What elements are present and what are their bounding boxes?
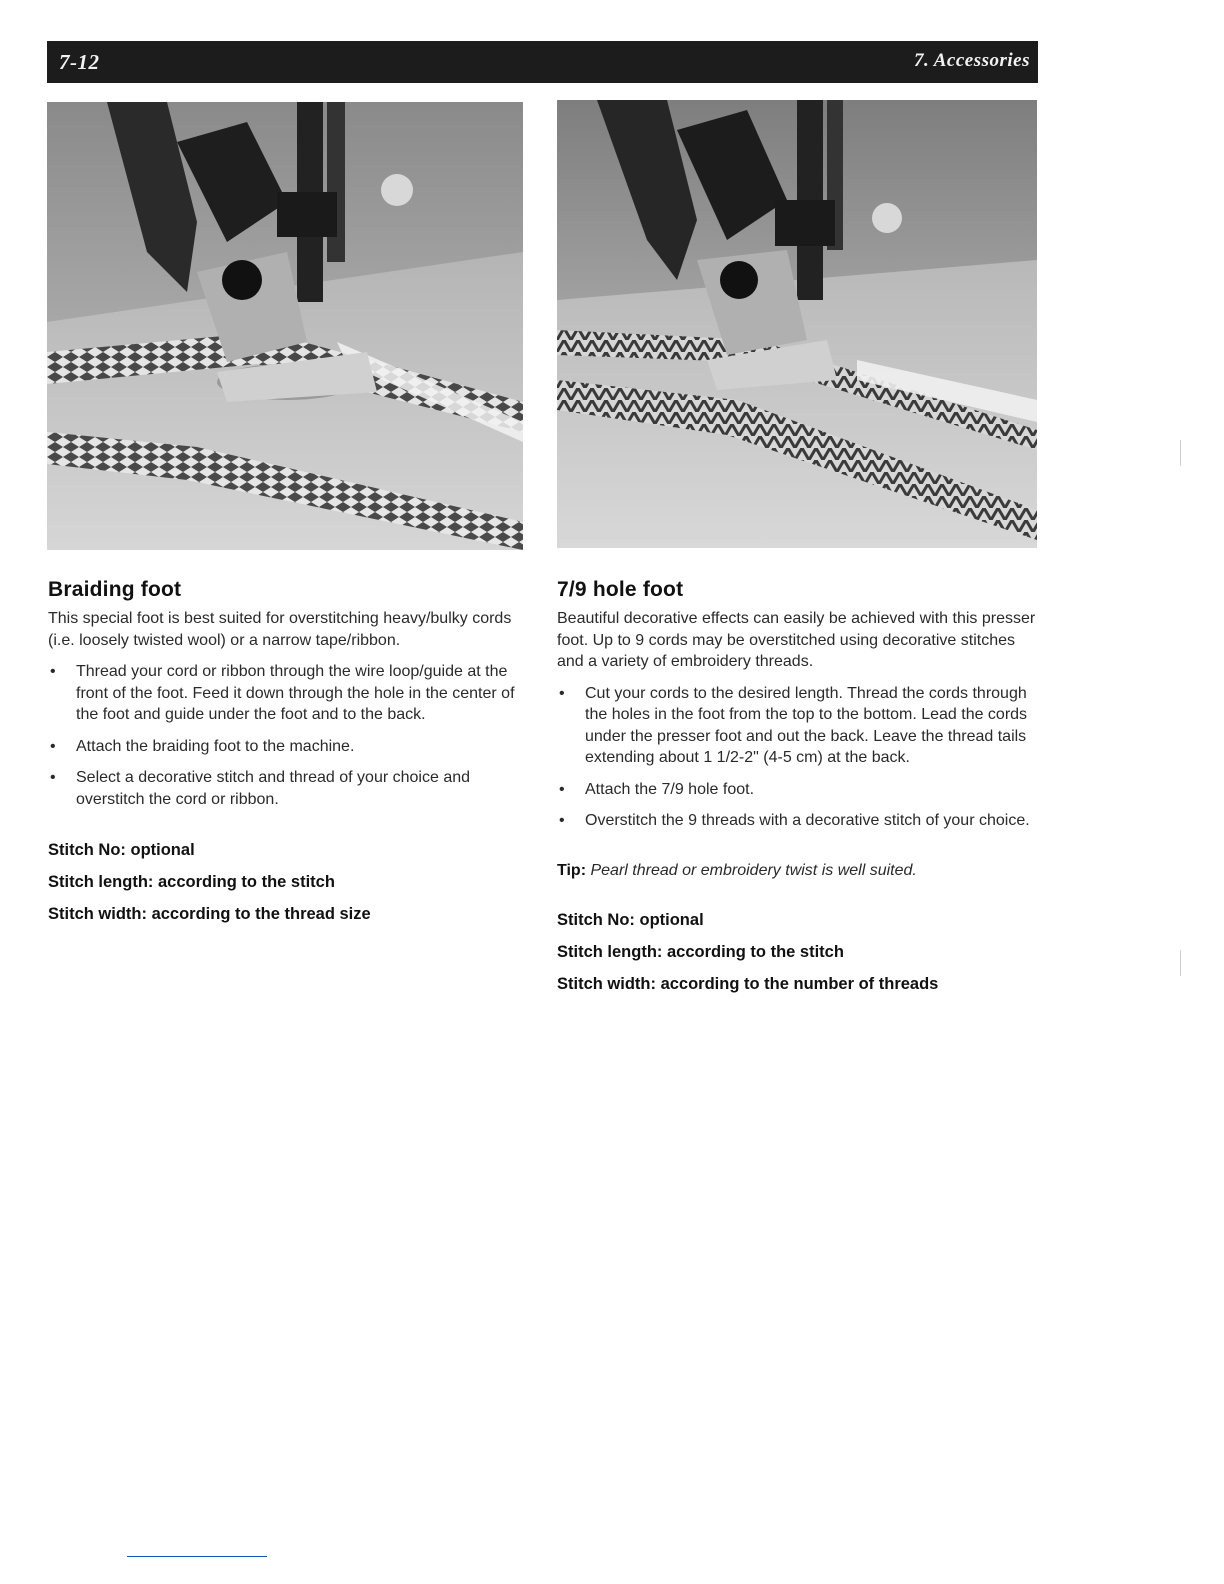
- braiding-foot-steps: [48, 661, 528, 810]
- braiding-foot-intro: This special foot is best suited for overstitching heavy/bulky cords (i.e. loosely twisted wool) or a narrow tape/ribbon.: [48, 610, 512, 649]
- braiding-foot-photo: [47, 102, 523, 550]
- list-item: [557, 683, 1037, 769]
- step-text: Attach the braiding foot to the machine.: [76, 737, 355, 755]
- step-text: Overstitch the 9 threads with a decorative stitch of your choice.: [585, 812, 1030, 829]
- step-text: Thread your cord or ribbon through the wire loop/guide at the front of the foot. Feed it down through the hole in the center of the foot and guide under the foot and to the back.: [76, 663, 515, 723]
- hole-foot-intro: Beautiful decorative effects can easily be achieved with this presser foot. Up to 9 cords may be overstitched using decorative stitches and a variety of embroidery threads.: [557, 610, 1036, 670]
- braiding-foot-illustration: [47, 102, 523, 550]
- bullet-icon: •: [50, 663, 56, 680]
- bullet-icon: •: [559, 812, 565, 829]
- tip-label: Tip:: [557, 861, 587, 879]
- bullet-icon: •: [50, 769, 56, 786]
- step-text: Attach the 7/9 hole foot.: [585, 780, 755, 798]
- margin-mark: [1180, 950, 1181, 976]
- seven-nine-hole-foot-photo: [557, 100, 1037, 548]
- list-item: [557, 779, 1037, 801]
- list-item: [48, 661, 528, 726]
- stitch-number-spec: Stitch No: optional: [48, 841, 195, 859]
- bullet-icon: •: [559, 684, 565, 702]
- bullet-icon: •: [50, 737, 56, 755]
- step-text: Select a decorative stitch and thread of your choice and overstitch the cord or ribbon.: [76, 769, 471, 808]
- footer-rule: [127, 1556, 267, 1557]
- tip-note: [557, 862, 1037, 880]
- tip-text: Pearl thread or embroidery twist is well suited.: [590, 861, 917, 879]
- bullet-icon: •: [559, 780, 565, 798]
- braiding-foot-title: Braiding foot: [48, 578, 182, 601]
- margin-mark: [1180, 440, 1181, 466]
- hole-foot-steps: [557, 683, 1037, 832]
- list-item: [48, 736, 528, 758]
- header-bar: [47, 41, 1038, 83]
- stitch-width-spec: Stitch width: according to the thread size: [48, 905, 371, 923]
- hole-foot-title: 7/9 hole foot: [557, 578, 684, 601]
- page-number: 7-12: [59, 50, 100, 74]
- braiding-foot-specs: [48, 840, 528, 925]
- stitch-length-spec: Stitch length: according to the stitch: [557, 942, 844, 961]
- hole-foot-specs: [557, 910, 1037, 995]
- hole-foot-section: [557, 578, 1037, 1006]
- list-item: [557, 810, 1037, 832]
- seven-nine-hole-foot-illustration: [557, 100, 1037, 548]
- stitch-length-spec: Stitch length: according to the stitch: [48, 873, 335, 891]
- chapter-title: 7. Accessories: [913, 50, 1030, 71]
- stitch-width-spec: Stitch width: according to the number of threads: [557, 974, 939, 993]
- stitch-number-spec: Stitch No: optional: [557, 910, 704, 929]
- braiding-foot-section: [48, 578, 528, 936]
- list-item: [48, 767, 528, 810]
- step-text: Cut your cords to the desired length. Thread the cords through the holes in the foot from the top to the bottom. Lead the cords under the presser foot and out the back. Leave the thread tails extending about 1 1/2-2" (4-5 cm) at the back.: [585, 684, 1028, 766]
